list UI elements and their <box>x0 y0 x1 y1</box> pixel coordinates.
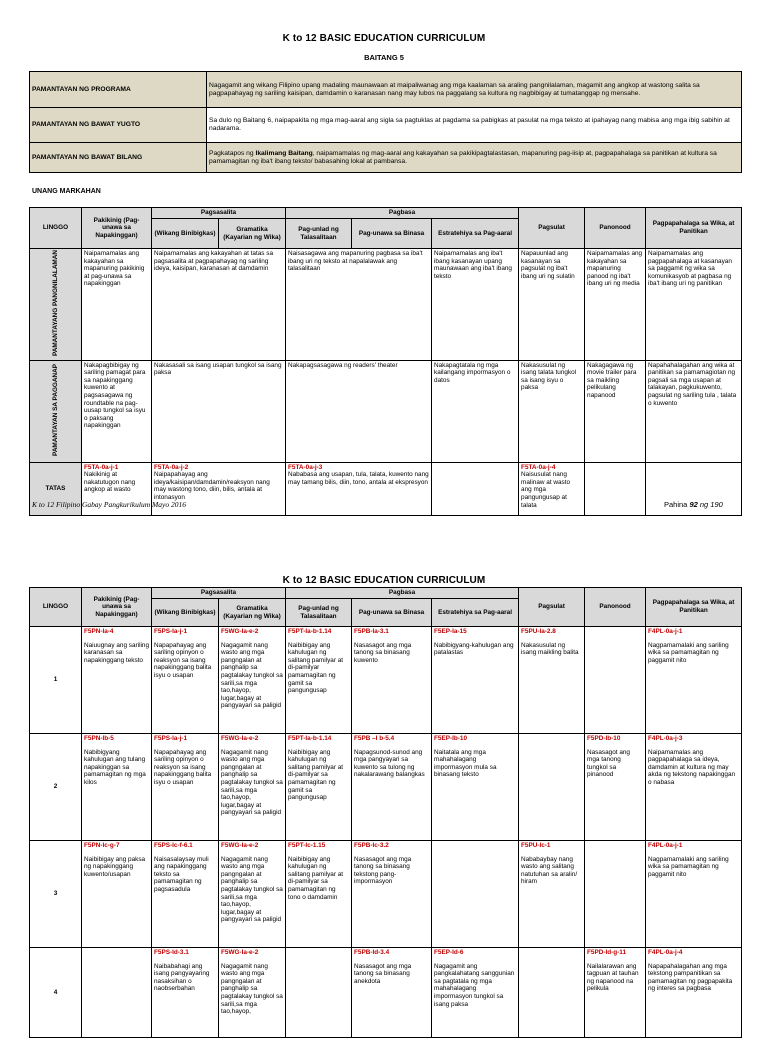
row-label <box>30 249 82 361</box>
competency-code: F5PT-Ia-b-1.14 <box>288 628 332 635</box>
cell-talasalitaan <box>286 841 352 948</box>
col-estratehiya: Estratehiya sa Pag-aaral <box>432 219 519 249</box>
cell-wikan <box>152 948 219 1038</box>
week-row <box>30 734 742 841</box>
competency-code: F5PB-Ic-3.2 <box>354 842 389 849</box>
weeks-table <box>29 626 742 1038</box>
competency-code: F5TA-0a-j-4 <box>521 463 556 471</box>
col-talasalitaan: Pag-unlad ng Talasalitaan <box>286 219 352 249</box>
cell-panonood <box>585 841 646 948</box>
competency-text: Nagpamamalaki ang sariling wika sa pamamagitan ng paggamit nito <box>648 641 729 664</box>
competency-code: F4PL-0a-j-4 <box>648 949 683 956</box>
col-gramatika: Gramatika (Kayarian ng Wika) <box>219 599 286 627</box>
competency-text: Nakasusulat ng isang maikling balita <box>521 641 579 657</box>
week-row <box>30 627 742 734</box>
competency-code: F5PT-Ia-b-1.14 <box>288 735 332 742</box>
standards-table <box>29 71 742 173</box>
col-pagpapahalaga: Pagpapahalaga sa Wika, at Panitikan <box>646 208 742 249</box>
standard-label: PAMANTAYAN NG PROGRAMA <box>30 72 207 108</box>
col-binasa: Pag-unawa sa Binasa <box>352 219 432 249</box>
cell-gramatika <box>219 948 286 1038</box>
col-pagsulat: Pagsulat <box>519 588 585 627</box>
cell <box>585 462 646 515</box>
cell-panonood <box>585 627 646 734</box>
cell-estratehiya <box>432 841 519 948</box>
cell-gramatika <box>219 627 286 734</box>
competency-text: Naibibigay ang kahulugan ng salitang pamilyar at di-pamilyar sa pamamagitan ng gamit sa pangungusap <box>288 748 344 802</box>
week-number: 1 <box>30 627 82 734</box>
cell-pagpapahalaga <box>646 627 742 734</box>
row-label-text: PAMANTAYAN SA PAGGANAP <box>51 363 59 456</box>
quarter-label: UNANG MARKAHAN <box>32 188 101 195</box>
col-estratehiya: Estratehiya sa Pag-aaral <box>432 599 519 627</box>
table-row <box>30 360 742 462</box>
competency-text: Nakikinig at nakatutugon nang angkop at wasto <box>84 471 136 494</box>
cell-panonood <box>585 948 646 1038</box>
col-wikan: (Wikang Binibigkas) <box>152 599 219 627</box>
competency-text: Naipamamalas ang pagpapahalaga sa ideya, damdamin at kultura ng may akda ng tekstong napakinggan o nabasa <box>648 748 736 786</box>
cell-binasa <box>352 841 432 948</box>
competency-code: F4PL-0a-j-3 <box>648 735 683 742</box>
grade-subtitle: BAITANG 5 <box>364 53 404 62</box>
cell: Nakapagtatala ng mga kailangang impormasyon o datos <box>432 360 519 462</box>
row-label: TATAS <box>30 462 82 515</box>
table-row <box>30 249 742 361</box>
col-panonood: Panonood <box>585 208 646 249</box>
week-row <box>30 841 742 948</box>
competency-text: Nagagamit nang wasto ang mga pangngalan at panghalip sa pagtalakay tungkol sa sarili,sa mga tao,hayop, <box>221 962 283 1016</box>
cell-pagsulat <box>519 627 585 734</box>
competency-code: F5TA-0a-j-2 <box>154 463 189 471</box>
competency-code: F5WG-Ia-e-2 <box>221 842 259 849</box>
cell-binasa <box>352 948 432 1038</box>
cell <box>432 462 519 515</box>
competency-text: Nabibigyang-kahulugan ang patalastas <box>434 641 514 657</box>
standard-text: Nagagamit ang wikang Filipino upang madaling maunawaan at maipaliwanag ang mga kaalaman sa araling pangnilalaman, magamit ang angkop at wastong salita sa pagpapahayag ng sariling kaisipan, damdamin o karanasan nang may lubos na paggalang sa kultura ng nagbibigay at tumatanggap ng mensahe. <box>207 72 742 108</box>
competency-text: Nabibigyang kahulugan ang tulang napakinggan sa pamamagitan ng mga kilos <box>84 748 146 786</box>
competency-code: F5WG-Ia-e-2 <box>221 949 259 956</box>
cell: Naipamamalas ang iba't ibang kasanayan upang maunawaan ang iba't ibang teksto <box>432 249 519 361</box>
competency-text: Naisusulat nang malinaw at wasto ang mga pangungusap at talata <box>521 471 571 509</box>
competency-text: Nababasa ang usapan, tula, talata, kuwento nang may tamang bilis, diin, tono, antala at ekspresyon <box>288 471 429 486</box>
cell: Nakasasali sa isang usapan tungkol sa isang paksa <box>152 360 286 462</box>
cell: Nakapagbibigay ng sariling pamagat para sa napakinggang kuwento at pagsasagawa ng roundtable na pag-uusap tungkol sa isyu o paksang napakinggan <box>82 360 152 462</box>
col-binasa: Pag-unawa sa Binasa <box>352 599 432 627</box>
week-row <box>30 948 742 1038</box>
competency-code: F5PD-Ib-10 <box>587 735 621 742</box>
cell-binasa <box>352 627 432 734</box>
competency-text: Nagagamit nang wasto ang mga pangngalan at panghalip sa pagtalakay tungkol sa sarili,sa mga tao,hayop, lugar,bagay at pangyayari sa paligid <box>221 641 283 710</box>
competency-code: F5WG-Ia-e-2 <box>221 628 259 635</box>
col-talasalitaan: Pag-unlad ng Talasalitaan <box>286 599 352 627</box>
standard-text-bold: Ikalimang Baitang <box>255 149 313 157</box>
page-title: K to 12 BASIC EDUCATION CURRICULUM <box>282 33 486 44</box>
competency-text: Nasasagot ang mga tanong sa binasang anekdota <box>354 962 412 985</box>
competency-text: Naisasalaysay muli ang napakinggang teksto sa pamamagitan ng pagsasadula <box>154 855 209 893</box>
competency-code: F5PB-Id-3.4 <box>354 949 390 956</box>
cell-talasalitaan <box>286 948 352 1038</box>
cell-binasa <box>352 734 432 841</box>
competency-text: Naipapahayag ang ideya/kaisipan/damdamin/reaksyon nang may wastong tono, diin, bilis, antala at intonasyon <box>154 471 270 502</box>
competency-code: F5PU-Ia-2.8 <box>521 628 556 635</box>
competency-table <box>29 207 742 516</box>
col-pakikinig: Pakikinig (Pag-unawa sa Napakinggan) <box>82 208 152 249</box>
competency-text: Napagsunod-sunod ang mga pangyayari sa kuwento sa tulong ng nakalarawang balangkas <box>354 748 425 779</box>
competency-code: F5EP-Id-6 <box>434 949 464 956</box>
curriculum-page-93 <box>0 536 768 1024</box>
cell-estratehiya <box>432 734 519 841</box>
cell-panonood <box>585 734 646 841</box>
col-pagbasa: Pagbasa <box>286 208 519 219</box>
standard-text-part: , naipamamalas ng mag-aaral ang kakayahan sa pakikipagtalastasan, mapanuring pag-iisip at, pagpapahalaga sa panitikan at kultura sa pamamagitan ng iba't ibang teksto/ babasahing lokal at pambansa. <box>209 149 717 165</box>
week-number: 3 <box>30 841 82 948</box>
cell <box>519 462 585 515</box>
competency-code: F5PB-Ia-3.1 <box>354 628 389 635</box>
cell: Naipamamalas ang pagpapahalaga at kasanayan sa paggamit ng wika sa komunikasyob at pagbasa ng iba't ibang uri ng panitikan <box>646 249 742 361</box>
competency-code: F5PN-Ia-4 <box>84 628 114 635</box>
footer-page-num: 92 <box>689 500 698 509</box>
competency-text: Naitatala ang mga mahahalagang impormasyon mula sa binasang teksto <box>434 748 497 779</box>
col-pagsasalita: Pagsasalita <box>152 588 286 599</box>
standard-label: PAMANTAYAN NG BAWAT BILANG <box>30 143 207 173</box>
competency-code: F5TA-0a-j-1 <box>84 463 119 471</box>
competency-code: F4PL-0a-j-1 <box>648 628 683 635</box>
col-pagbasa: Pagbasa <box>286 588 519 599</box>
cell-pakikinig <box>82 948 152 1038</box>
row-label-text: PAMANTAYANG PANGNILALAMAN <box>51 250 59 357</box>
standard-row <box>30 143 742 173</box>
cell <box>286 462 432 515</box>
cell-talasalitaan <box>286 734 352 841</box>
competency-text: Nasasagot ang mga tanong tungkol sa pinanood <box>587 748 630 779</box>
standard-row <box>30 72 742 108</box>
cell-gramatika <box>219 841 286 948</box>
competency-code: F5PT-Ic-1.15 <box>288 842 326 849</box>
competency-code: F5PN-Ib-5 <box>84 735 114 742</box>
cell-wikan <box>152 627 219 734</box>
competency-code: F5PN-Ic-g-7 <box>84 842 120 849</box>
competency-text: Nailalarawan ang tagpuan at tauhan ng napanood na pelikula <box>587 962 639 993</box>
footer-page-number <box>664 500 723 509</box>
cell-pagsulat <box>519 841 585 948</box>
competency-text: Nababaybay nang wasto ang salitang natutuhan sa aralin/ hiram <box>521 855 578 886</box>
header-row <box>30 208 742 219</box>
col-pagsasalita: Pagsasalita <box>152 208 286 219</box>
header-row <box>30 588 742 599</box>
standard-text: Sa dulo ng Baitang 6, naipapakita ng mga mag-aaral ang sigla sa pagtuklas at pagdama sa pabigkas at pasulat na mga teksto at ipahayag nang mabisa ang mga ibig sabihin at nadarama. <box>207 108 742 143</box>
cell: Nakasusulat ng isang talata tungkol sa isang isyu o paksa <box>519 360 585 462</box>
col-pagsulat: Pagsulat <box>519 208 585 249</box>
cell: Nakagagawa ng movie trailer para sa maikling pelikulang napanood <box>585 360 646 462</box>
footer-document-title: K to 12 Filipino Gabay Pangkurikulum Mayo 2016 <box>32 500 186 509</box>
competency-text: Nagagamit nang wasto ang mga pangngalan at panghalip sa pagtalakay tungkol sa sarili,sa mga tao,hayop, lugar,bagay at pangyayari sa paligid <box>221 748 283 817</box>
competency-text: Nasasagot ang mga tanong sa binasang tekstong pang-impormasyon <box>354 855 412 886</box>
competency-code: F5WG-Ia-e-2 <box>221 735 259 742</box>
cell: Naipamamalas ang kakayahan sa mapanuring panood ng iba't ibang uri ng media <box>585 249 646 361</box>
competency-text: Naibibigay ang paksa ng napakinggang kuwento/usapan <box>84 855 146 878</box>
competency-text: Naibibigay ang kahulugan ng salitang pamilyar at di-pamilyar sa pamamagitan ng tono o damdamin <box>288 855 344 901</box>
cell: Naipamamalas ang kakayahan sa mapanuring pakikinig at pag-unawa sa napakinggan <box>82 249 152 361</box>
cell-wikan <box>152 734 219 841</box>
competency-code: F5PB –I b-5.4 <box>354 735 395 742</box>
competency-text: Nagagamit nang wasto ang mga pangngalan at panghalip sa pagtalakay tungkol sa sarili,sa mga tao,hayop, lugar,bagay at pangyayari sa paligid <box>221 855 283 924</box>
cell-wikan <box>152 841 219 948</box>
competency-text: Nagpamamalaki ang sariling wika sa pamamagitan ng paggamit nito <box>648 855 729 878</box>
week-number: 2 <box>30 734 82 841</box>
competency-code: F4PL-0a-j-1 <box>648 842 683 849</box>
competency-text: Naibibigay ang kahulugan ng salitang pamilyar at di-pamilyar pamamagitan ng gamit sa pangungusap <box>288 641 344 695</box>
competency-code: F5PD-Id-g-11 <box>587 949 627 956</box>
cell-pakikinig <box>82 841 152 948</box>
cell: Naisasagawa ang mapanuring pagbasa sa iba't ibang uri ng teksto at napalalawak ang talasalitaan <box>286 249 432 361</box>
competency-code: F5PU-Ic-1 <box>521 842 551 849</box>
col-pakikinig: Pakikinig (Pag-unawa sa Napakinggan) <box>82 588 152 627</box>
col-linggo: LINGGO <box>30 588 82 627</box>
cell-estratehiya <box>432 948 519 1038</box>
competency-text: Napapahayag ang sariling opinyon o reaksyon sa isang napakinggang balita isyu o usapan <box>154 641 212 679</box>
cell: Naipamamalas ang kakayahan at tatas sa pagsasalita at pagpapahayag ng sariling ideya, kaisipan, karanasan at damdamin <box>152 249 286 361</box>
cell: Napauunlad ang kasanayan sa pagsulat ng iba't ibang uri ng sulatin <box>519 249 585 361</box>
competency-text: Napapahalagahan ang mga tekstong pampanitikan sa pamamagitan ng pagpapakita ng interes sa pagbasa <box>648 962 733 993</box>
competency-code: F5PS-Ia-j-1 <box>154 735 188 742</box>
standard-label: PAMANTAYAN NG BAWAT YUGTO <box>30 108 207 143</box>
cell-gramatika <box>219 734 286 841</box>
cell-talasalitaan <box>286 627 352 734</box>
col-wikan: (Wikang Binibigkas) <box>152 219 219 249</box>
cell-estratehiya <box>432 627 519 734</box>
page-title: K to 12 BASIC EDUCATION CURRICULUM <box>282 575 486 586</box>
competency-text: Naibabahagi ang isang pangyayaring nasaksihan o naobserbahan <box>154 962 210 993</box>
cell: Napahahalagahan ang wika at panitikan sa pamamagiotan ng pagsali sa mga usapan at talakayan, pagkukuwento, pagsulat ng sariling tula , talata o kuwento <box>646 360 742 462</box>
competency-text: Nagagamit ang pangkalahatang sanggunian sa pagtatala ng mga mahahalagang impormasyon tungkol sa isang paksa <box>434 962 515 1008</box>
competency-text: Napapahayag ang sariling opinyon o reaksyon sa isang napakinggang balita isyu o usapan <box>154 748 212 786</box>
cell-pagpapahalaga <box>646 948 742 1038</box>
footer-page-pre: Pahina <box>664 500 690 509</box>
footer-page-post: ng 190 <box>697 500 723 509</box>
competency-code: F5PS-Ic-f-6.1 <box>154 842 193 849</box>
standard-text-part: Pagkatapos ng <box>209 149 256 157</box>
competency-code: F5EP-Ib-10 <box>434 735 468 742</box>
competency-code: F5TA-0a-j-3 <box>288 463 323 471</box>
cell-pagpapahalaga <box>646 734 742 841</box>
standard-row <box>30 108 742 143</box>
competency-code: F5PS-Id-3.1 <box>154 949 189 956</box>
cell-pakikinig <box>82 734 152 841</box>
cell-pakikinig <box>82 627 152 734</box>
week-number: 4 <box>30 948 82 1038</box>
competency-code: F5EP-Ia-15 <box>434 628 467 635</box>
competency-text: Naiuugnay ang sariling karanasan sa napakinggang teksto <box>84 641 150 664</box>
standard-text <box>207 143 742 173</box>
cell-pagsulat <box>519 734 585 841</box>
cell-pagpapahalaga <box>646 841 742 948</box>
cell-pagsulat <box>519 948 585 1038</box>
col-panonood: Panonood <box>585 588 646 627</box>
row-label <box>30 360 82 462</box>
col-pagpapahalaga: Pagpapahalaga sa Wika, at Panitikan <box>646 588 742 627</box>
weekly-competency-table <box>29 587 742 627</box>
col-linggo: LINGGO <box>30 208 82 249</box>
col-gramatika: Gramatika (Kayarian ng Wika) <box>219 219 286 249</box>
cell: Nakapagsasagawa ng readers' theater <box>286 360 432 462</box>
competency-code: F5PS-Ia-j-1 <box>154 628 188 635</box>
competency-text: Nasasagot ang mga tanong sa binasang kuwento <box>354 641 412 664</box>
